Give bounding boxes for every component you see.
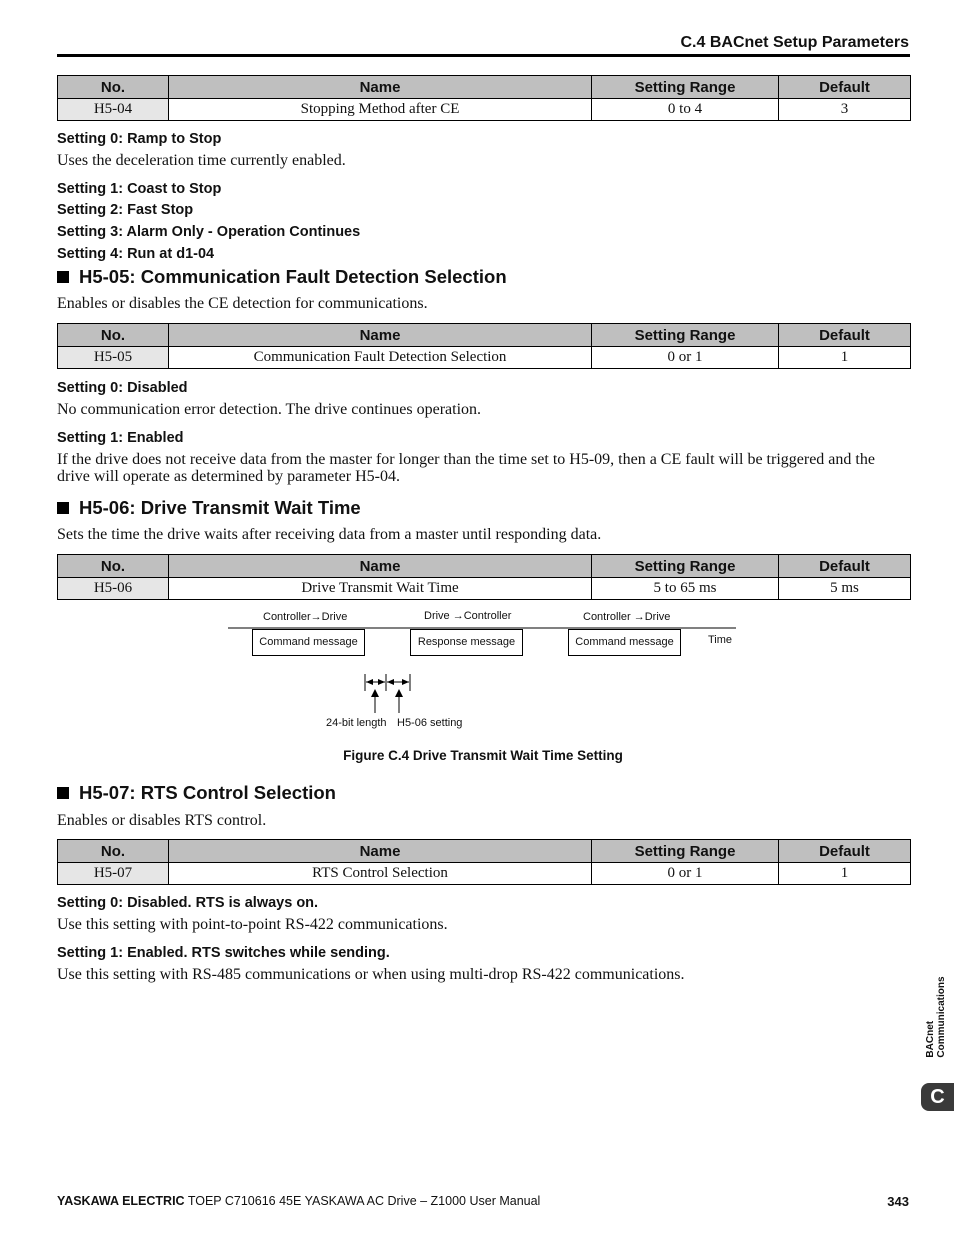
col-name-header: Name — [169, 840, 592, 863]
command-message-box-1: Command message — [252, 629, 365, 656]
chapter-tab[interactable]: C — [921, 1083, 954, 1111]
col-default-header: Default — [779, 324, 911, 347]
setting-0-title: Setting 0: Disabled — [57, 380, 188, 396]
bullet-square-icon — [57, 787, 69, 799]
bullet-square-icon — [57, 502, 69, 514]
col-default-header: Default — [779, 840, 911, 863]
setting-0-text: No communication error detection. The drive continues operation. — [57, 401, 482, 418]
param-name: Communication Fault Detection Selection — [169, 347, 592, 369]
section-heading-h5-05: H5-05: Communication Fault Detection Selection — [57, 266, 507, 288]
col-range-header: Setting Range — [592, 324, 779, 347]
param-no: H5-07 — [58, 863, 169, 885]
table-row — [58, 99, 911, 121]
side-chapter-label: BACnet Communications — [925, 976, 947, 1058]
response-message-box: Response message — [410, 629, 523, 656]
param-table-h5-04 — [57, 75, 911, 121]
col-name-header: Name — [169, 76, 592, 99]
setting-0-text: Use this setting with point-to-point RS-422 communications. — [57, 916, 448, 933]
param-default: 3 — [779, 99, 911, 121]
param-range: 0 or 1 — [592, 347, 779, 369]
footer-doc-title: TOEP C710616 45E YASKAWA AC Drive – Z1000 User Manual — [184, 1194, 541, 1208]
setting-0-title: Setting 0: Ramp to Stop — [57, 131, 222, 147]
table-row — [58, 863, 911, 885]
col-range-header: Setting Range — [592, 555, 779, 578]
col-default-header: Default — [779, 76, 911, 99]
header-rule — [57, 54, 910, 57]
table-row — [58, 347, 911, 369]
section-heading-h5-06: H5-06: Drive Transmit Wait Time — [57, 497, 361, 519]
param-range: 0 or 1 — [592, 863, 779, 885]
param-table-h5-05 — [57, 323, 911, 369]
dimension-label-24bit: 24-bit length — [326, 717, 387, 729]
time-axis-label: Time — [708, 634, 733, 646]
param-no: H5-05 — [58, 347, 169, 369]
param-no: H5-06 — [58, 578, 169, 600]
page-number: 343 — [887, 1194, 909, 1209]
param-name: Stopping Method after CE — [169, 99, 592, 121]
section-header: C.4 BACnet Setup Parameters — [680, 34, 909, 51]
dimension-label-h5-06: H5-06 setting — [397, 717, 463, 729]
col-default-header: Default — [779, 555, 911, 578]
table-header-row — [58, 840, 911, 863]
table-header-row — [58, 555, 911, 578]
footer-doc-info — [57, 1194, 540, 1208]
section-intro: Enables or disables RTS control. — [57, 812, 267, 829]
setting-4-title: Setting 4: Run at d1-04 — [57, 246, 215, 262]
figure-caption: Figure C.4 Drive Transmit Wait Time Setting — [343, 748, 623, 763]
col-name-header: Name — [169, 324, 592, 347]
col-no-header: No. — [58, 555, 169, 578]
section-heading-h5-07: H5-07: RTS Control Selection — [57, 782, 336, 804]
timing-diagram — [0, 600, 954, 740]
col-name-header: Name — [169, 555, 592, 578]
col-no-header: No. — [58, 840, 169, 863]
setting-1-title: Setting 1: Coast to Stop — [57, 181, 222, 197]
param-default: 1 — [779, 863, 911, 885]
setting-1-title: Setting 1: Enabled — [57, 430, 184, 446]
table-header-row — [58, 324, 911, 347]
direction-label-2: Drive →Controller — [424, 610, 512, 622]
param-range: 0 to 4 — [592, 99, 779, 121]
setting-2-title: Setting 2: Fast Stop — [57, 202, 194, 218]
direction-label-1: Controller→Drive — [263, 611, 348, 623]
param-table-h5-06 — [57, 554, 911, 600]
col-range-header: Setting Range — [592, 840, 779, 863]
param-default: 5 ms — [779, 578, 911, 600]
param-default: 1 — [779, 347, 911, 369]
setting-1-title: Setting 1: Enabled. RTS switches while sending. — [57, 945, 390, 961]
param-no: H5-04 — [58, 99, 169, 121]
table-row — [58, 578, 911, 600]
footer-brand: YASKAWA ELECTRIC — [57, 1194, 185, 1208]
col-no-header: No. — [58, 76, 169, 99]
command-message-box-2: Command message — [568, 629, 681, 656]
setting-1-text: Use this setting with RS-485 communications or when using multi-drop RS-422 communications. — [57, 966, 685, 983]
param-name: Drive Transmit Wait Time — [169, 578, 592, 600]
bullet-square-icon — [57, 271, 69, 283]
setting-0-text: Uses the deceleration time currently enabled. — [57, 152, 346, 169]
param-table-h5-07 — [57, 839, 911, 885]
section-intro: Enables or disables the CE detection for communications. — [57, 295, 428, 312]
col-range-header: Setting Range — [592, 76, 779, 99]
direction-label-3: Controller →Drive — [583, 611, 671, 623]
param-name: RTS Control Selection — [169, 863, 592, 885]
col-no-header: No. — [58, 324, 169, 347]
section-intro: Sets the time the drive waits after receiving data from a master until responding data. — [57, 526, 602, 543]
setting-1-text: If the drive does not receive data from the master for longer than the time set to H5-09, then a CE fault will be triggered and the drive will operate as determined by parameter H5-04. — [57, 451, 875, 485]
setting-3-title: Setting 3: Alarm Only - Operation Continues — [57, 224, 361, 240]
setting-0-title: Setting 0: Disabled. RTS is always on. — [57, 895, 319, 911]
param-range: 5 to 65 ms — [592, 578, 779, 600]
table-header-row — [58, 76, 911, 99]
